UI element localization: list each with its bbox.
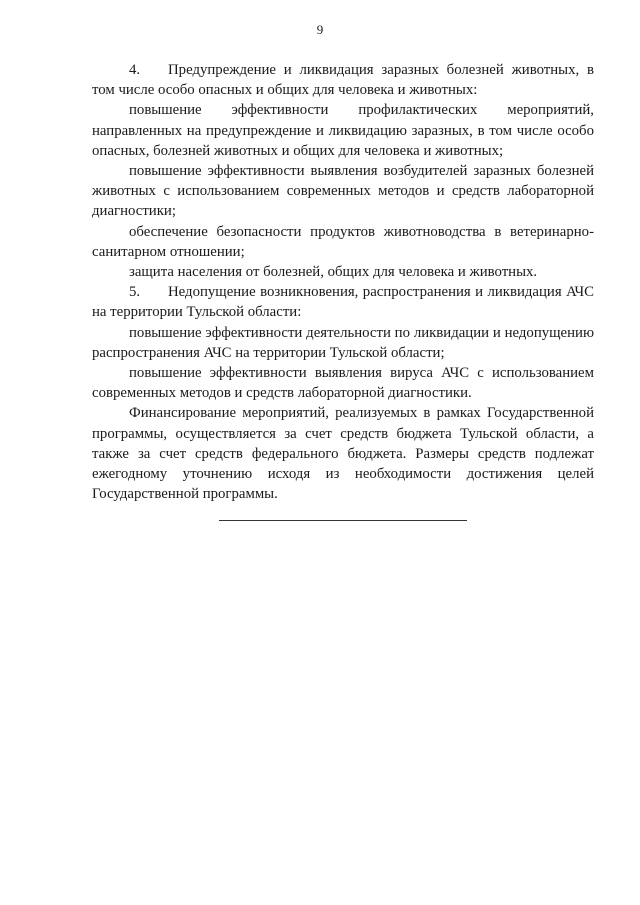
- list-item: повышение эффективности профилактических мероприятий, направленных на предупреждение и ликвидацию заразных, в том числе особо опасных, болезней животных и общих для человека и животных;: [92, 102, 594, 159]
- page-number: 9: [316, 22, 324, 37]
- list-item: защита населения от болезней, общих для человека и животных.: [129, 264, 538, 281]
- list-item: обеспечение безопасности продуктов животноводства в ветеринарно-санитарном отношении;: [92, 223, 594, 260]
- section-heading: [92, 60, 594, 100]
- list-item: повышение эффективности выявления вируса АЧС с использованием современных методов и средств лабораторной диагностики.: [92, 365, 594, 402]
- section-heading-text: Предупреждение и ликвидация заразных болезней животных, в том числе особо опасных и общих для человека и животных:: [92, 62, 594, 99]
- financing-paragraph: Финансирование мероприятий, реализуемых в рамках Государственной программы, осуществляется за счет средств бюджета Тульской области, а также за счет средств федерального бюджета. Размеры средств подлежат ежегодному уточнению исходя из необходимости достижения целей Государственной программы.: [92, 405, 594, 503]
- list-item: повышение эффективности деятельности по ликвидации и недопущению распространения АЧС на территории Тульской области;: [92, 324, 594, 361]
- document-body: [92, 60, 594, 504]
- section-number: 5.: [129, 284, 141, 301]
- section-heading: [92, 282, 594, 322]
- section-number: 4.: [129, 62, 141, 78]
- list-item: повышение эффективности выявления возбудителей заразных болезней животных с использованием современных методов и средств лабораторной диагностики;: [92, 163, 594, 220]
- end-divider: [219, 520, 467, 521]
- section-heading-text: Недопущение возникновения, распространения и ликвидация АЧС на территории Тульской области:: [92, 284, 594, 321]
